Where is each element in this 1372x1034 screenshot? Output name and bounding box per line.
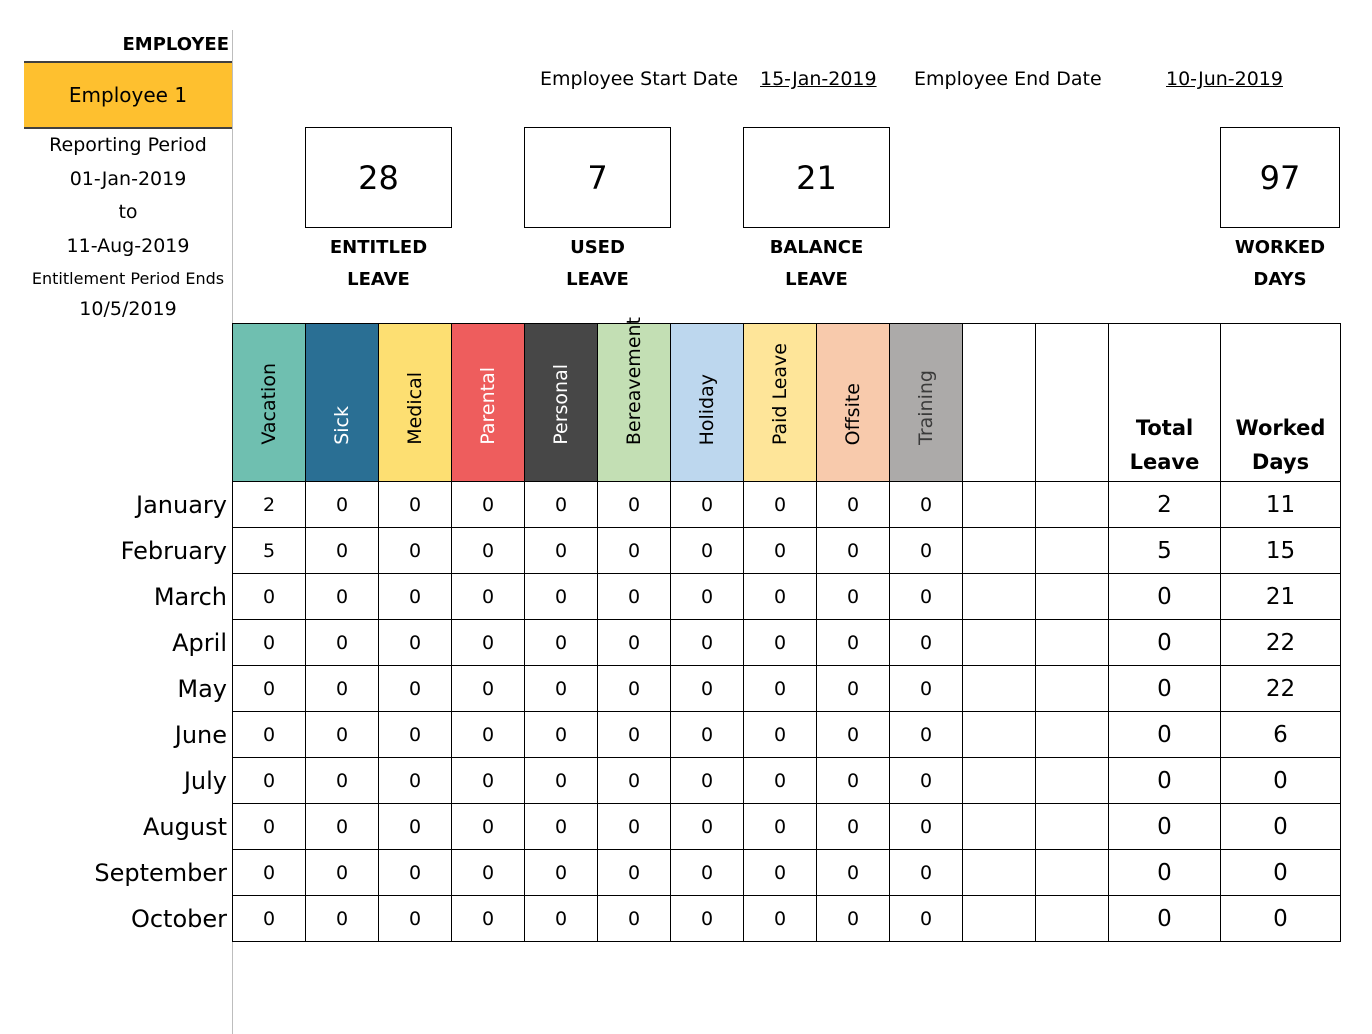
- leave-cell[interactable]: 0: [598, 620, 671, 666]
- used-leave-label: [524, 232, 671, 296]
- leave-cell[interactable]: 0: [671, 804, 744, 850]
- leave-cell[interactable]: 0: [452, 804, 525, 850]
- worked-days-cell: 22: [1221, 620, 1341, 666]
- leave-cell[interactable]: 0: [671, 666, 744, 712]
- leave-cell[interactable]: 0: [890, 666, 963, 712]
- month-label: February: [120, 537, 227, 565]
- category-label: Vacation: [258, 363, 280, 445]
- category-header-parental[interactable]: [452, 324, 525, 482]
- leave-cell[interactable]: 0: [452, 712, 525, 758]
- leave-cell[interactable]: 0: [306, 620, 379, 666]
- leave-cell[interactable]: 0: [525, 896, 598, 942]
- category-header-paid-leave[interactable]: [744, 324, 817, 482]
- leave-cell[interactable]: 0: [817, 574, 890, 620]
- worked-days-cell: 0: [1221, 850, 1341, 896]
- leave-cell[interactable]: 0: [525, 850, 598, 896]
- header-line: Days: [1251, 450, 1310, 474]
- stat-label-line: LEAVE: [347, 269, 410, 290]
- leave-cell[interactable]: 0: [671, 482, 744, 528]
- worked-days-cell: 0: [1221, 758, 1341, 804]
- leave-cell[interactable]: 0: [525, 758, 598, 804]
- leave-cell[interactable]: 0: [890, 758, 963, 804]
- leave-cell[interactable]: 0: [817, 666, 890, 712]
- end-date-label: Employee End Date: [914, 68, 1102, 90]
- empty-cell[interactable]: [963, 804, 1036, 850]
- worked-days-cell: 15: [1221, 528, 1341, 574]
- entitled-leave-label: [305, 232, 452, 296]
- entitlement-period-label: Entitlement Period Ends: [31, 269, 225, 288]
- empty-cell[interactable]: [963, 896, 1036, 942]
- leave-cell[interactable]: 0: [233, 804, 306, 850]
- leave-cell[interactable]: 0: [890, 482, 963, 528]
- leave-cell[interactable]: 0: [525, 666, 598, 712]
- table-row: [233, 666, 1341, 712]
- leave-cell[interactable]: 0: [306, 804, 379, 850]
- leave-cell[interactable]: 0: [671, 712, 744, 758]
- stat-label-line: BALANCE: [769, 237, 864, 258]
- leave-cell[interactable]: 0: [379, 482, 452, 528]
- empty-cell[interactable]: [1036, 896, 1109, 942]
- category-header-personal[interactable]: [525, 324, 598, 482]
- leave-cell[interactable]: 0: [452, 528, 525, 574]
- leave-cell[interactable]: 0: [817, 896, 890, 942]
- total-leave-cell: 0: [1109, 758, 1221, 804]
- leave-cell[interactable]: 0: [379, 804, 452, 850]
- leave-cell[interactable]: 0: [233, 620, 306, 666]
- leave-cell[interactable]: 0: [598, 482, 671, 528]
- leave-cell[interactable]: 0: [452, 574, 525, 620]
- empty-cell[interactable]: [1036, 804, 1109, 850]
- empty-category-header[interactable]: [1036, 324, 1109, 482]
- leave-cell[interactable]: 0: [233, 666, 306, 712]
- leave-cell[interactable]: 0: [817, 758, 890, 804]
- stat-label-line: USED: [570, 237, 625, 258]
- worked-days-cell: 21: [1221, 574, 1341, 620]
- leave-cell[interactable]: 0: [233, 712, 306, 758]
- leave-cell[interactable]: 0: [598, 896, 671, 942]
- leave-cell[interactable]: 0: [306, 758, 379, 804]
- leave-cell[interactable]: 0: [744, 482, 817, 528]
- stat-label-line: DAYS: [1253, 269, 1307, 290]
- leave-cell[interactable]: 5: [233, 528, 306, 574]
- table-row: [233, 482, 1341, 528]
- leave-cell[interactable]: 0: [744, 896, 817, 942]
- empty-cell[interactable]: [963, 758, 1036, 804]
- category-header-offsite[interactable]: [817, 324, 890, 482]
- leave-cell[interactable]: 0: [744, 574, 817, 620]
- leave-cell[interactable]: 0: [671, 896, 744, 942]
- leave-cell[interactable]: 0: [525, 712, 598, 758]
- month-label: September: [94, 859, 227, 887]
- total-leave-cell: 0: [1109, 804, 1221, 850]
- empty-cell[interactable]: [1036, 712, 1109, 758]
- total-leave-cell: 0: [1109, 896, 1221, 942]
- leave-cell[interactable]: 0: [744, 528, 817, 574]
- leave-cell[interactable]: 0: [452, 896, 525, 942]
- leave-cell[interactable]: 0: [890, 574, 963, 620]
- leave-cell[interactable]: 0: [452, 666, 525, 712]
- leave-cell[interactable]: 0: [817, 528, 890, 574]
- leave-cell[interactable]: 0: [671, 758, 744, 804]
- used-leave-box: 7: [524, 127, 671, 228]
- worked-days-box: 97: [1220, 127, 1340, 228]
- leave-cell[interactable]: 0: [306, 712, 379, 758]
- empty-cell[interactable]: [1036, 482, 1109, 528]
- leave-cell[interactable]: 0: [598, 850, 671, 896]
- leave-cell[interactable]: 2: [233, 482, 306, 528]
- category-header-bereavement[interactable]: [598, 316, 671, 482]
- leave-cell[interactable]: 0: [744, 620, 817, 666]
- start-date-label: Employee Start Date: [540, 68, 739, 90]
- empty-cell[interactable]: [963, 482, 1036, 528]
- leave-cell[interactable]: 0: [233, 758, 306, 804]
- worked-days-cell: 6: [1221, 712, 1341, 758]
- total-leave-cell: 0: [1109, 850, 1221, 896]
- month-label: January: [136, 491, 227, 519]
- leave-cell[interactable]: 0: [379, 896, 452, 942]
- leave-cell[interactable]: 0: [890, 804, 963, 850]
- leave-cell[interactable]: 0: [379, 528, 452, 574]
- leave-cell[interactable]: 0: [671, 620, 744, 666]
- leave-cell[interactable]: 0: [817, 620, 890, 666]
- empty-cell[interactable]: [963, 620, 1036, 666]
- leave-cell[interactable]: 0: [306, 896, 379, 942]
- leave-cell[interactable]: 0: [598, 528, 671, 574]
- empty-cell[interactable]: [1036, 620, 1109, 666]
- empty-cell[interactable]: [963, 712, 1036, 758]
- empty-cell[interactable]: [1036, 758, 1109, 804]
- leave-cell[interactable]: 0: [525, 482, 598, 528]
- category-header-sick[interactable]: [306, 324, 379, 482]
- period-start-date: 01-Jan-2019: [69, 168, 187, 190]
- category-label: Bereavement: [623, 316, 645, 445]
- leave-cell[interactable]: 0: [452, 482, 525, 528]
- leave-cell[interactable]: 0: [817, 850, 890, 896]
- category-label: Offsite: [842, 382, 864, 445]
- leave-cell[interactable]: 0: [744, 712, 817, 758]
- category-label: Medical: [404, 372, 426, 445]
- leave-cell[interactable]: 0: [379, 620, 452, 666]
- category-label: Holiday: [696, 373, 718, 445]
- leave-cell[interactable]: 0: [817, 712, 890, 758]
- leave-cell[interactable]: 0: [598, 574, 671, 620]
- empty-cell[interactable]: [963, 666, 1036, 712]
- month-label: October: [130, 905, 227, 933]
- empty-cell[interactable]: [963, 850, 1036, 896]
- leave-cell[interactable]: 0: [306, 482, 379, 528]
- employee-name-cell[interactable]: Employee 1: [24, 61, 232, 129]
- month-label: April: [172, 629, 227, 657]
- leave-cell[interactable]: 0: [379, 574, 452, 620]
- leave-cell[interactable]: 0: [233, 896, 306, 942]
- worked-days-cell: 22: [1221, 666, 1341, 712]
- leave-cell[interactable]: 0: [306, 850, 379, 896]
- leave-cell[interactable]: 0: [233, 850, 306, 896]
- total-leave-header: [1109, 324, 1221, 482]
- table-row: [233, 850, 1341, 896]
- empty-cell[interactable]: [1036, 574, 1109, 620]
- table-row: [233, 712, 1341, 758]
- header-line: Leave: [1129, 450, 1200, 474]
- leave-cell[interactable]: 0: [379, 850, 452, 896]
- leave-cell[interactable]: 0: [890, 896, 963, 942]
- total-leave-cell: 0: [1109, 666, 1221, 712]
- table-row: [233, 758, 1341, 804]
- leave-cell[interactable]: 0: [598, 666, 671, 712]
- table-row: [233, 528, 1341, 574]
- total-leave-cell: 5: [1109, 528, 1221, 574]
- entitled-leave-box: 28: [305, 127, 452, 228]
- category-header-medical[interactable]: [379, 324, 452, 482]
- entitlement-end-date: 10/5/2019: [79, 298, 177, 320]
- leave-cell[interactable]: 0: [379, 758, 452, 804]
- leave-cell[interactable]: 0: [306, 666, 379, 712]
- leave-cell[interactable]: 0: [890, 620, 963, 666]
- table-row: [233, 804, 1341, 850]
- table-row: [233, 574, 1341, 620]
- end-date-value[interactable]: 10-Jun-2019: [1166, 68, 1283, 90]
- month-label: July: [183, 767, 227, 795]
- leave-cell[interactable]: 0: [817, 804, 890, 850]
- empty-cell[interactable]: [963, 574, 1036, 620]
- total-leave-cell: 0: [1109, 574, 1221, 620]
- leave-cell[interactable]: 0: [525, 528, 598, 574]
- leave-cell[interactable]: 0: [598, 804, 671, 850]
- category-label: Sick: [331, 406, 353, 445]
- worked-days-header: [1221, 324, 1341, 482]
- category-label: Parental: [477, 367, 499, 445]
- leave-cell[interactable]: 0: [671, 574, 744, 620]
- leave-cell[interactable]: 0: [306, 574, 379, 620]
- category-label: Personal: [550, 364, 572, 445]
- worked-days-cell: 0: [1221, 896, 1341, 942]
- month-label: May: [177, 675, 227, 703]
- leave-cell[interactable]: 0: [379, 712, 452, 758]
- empty-cell[interactable]: [1036, 528, 1109, 574]
- balance-leave-label: [743, 232, 890, 296]
- leave-cell[interactable]: 0: [306, 528, 379, 574]
- month-label: June: [174, 721, 227, 749]
- month-label: August: [143, 813, 227, 841]
- period-to-label: to: [118, 201, 138, 223]
- category-header-holiday[interactable]: [671, 324, 744, 482]
- stat-label-line: ENTITLED: [329, 237, 428, 258]
- leave-cell[interactable]: 0: [525, 574, 598, 620]
- start-date-value[interactable]: 15-Jan-2019: [760, 68, 877, 90]
- category-header-vacation[interactable]: [233, 324, 306, 482]
- table-row: [233, 896, 1341, 942]
- leave-cell[interactable]: 0: [744, 850, 817, 896]
- stat-label-line: LEAVE: [785, 269, 848, 290]
- worked-days-cell: 11: [1221, 482, 1341, 528]
- leave-cell[interactable]: 0: [744, 804, 817, 850]
- stat-label-line: LEAVE: [566, 269, 629, 290]
- leave-cell[interactable]: 0: [452, 850, 525, 896]
- leave-cell[interactable]: 0: [890, 712, 963, 758]
- leave-cell[interactable]: 0: [671, 528, 744, 574]
- header-line: Worked: [1235, 416, 1326, 440]
- category-label: Training: [915, 370, 937, 445]
- total-leave-cell: 2: [1109, 482, 1221, 528]
- empty-cell[interactable]: [1036, 666, 1109, 712]
- total-leave-cell: 0: [1109, 620, 1221, 666]
- table-row: [233, 620, 1341, 666]
- stat-label-line: WORKED: [1234, 237, 1326, 258]
- balance-leave-box: 21: [743, 127, 890, 228]
- leave-cell[interactable]: 0: [744, 666, 817, 712]
- empty-cell[interactable]: [963, 528, 1036, 574]
- reporting-period-label: Reporting Period: [49, 134, 207, 156]
- category-header-training[interactable]: [890, 324, 963, 482]
- leave-cell[interactable]: 0: [452, 758, 525, 804]
- header-line: Total: [1135, 416, 1194, 440]
- leave-cell[interactable]: 0: [452, 620, 525, 666]
- leave-cell[interactable]: 0: [525, 804, 598, 850]
- worked-days-label: [1220, 232, 1340, 296]
- total-leave-cell: 0: [1109, 712, 1221, 758]
- leave-cell[interactable]: 0: [817, 482, 890, 528]
- empty-category-header[interactable]: [963, 324, 1036, 482]
- empty-cell[interactable]: [1036, 850, 1109, 896]
- leave-cell[interactable]: 0: [890, 850, 963, 896]
- leave-table: [232, 316, 1341, 942]
- leave-cell[interactable]: 0: [890, 528, 963, 574]
- leave-cell[interactable]: 0: [671, 850, 744, 896]
- leave-cell[interactable]: 0: [598, 758, 671, 804]
- period-end-date: 11-Aug-2019: [66, 235, 190, 257]
- leave-cell[interactable]: 0: [379, 666, 452, 712]
- leave-cell[interactable]: 0: [744, 758, 817, 804]
- leave-cell[interactable]: 0: [233, 574, 306, 620]
- worked-days-cell: 0: [1221, 804, 1341, 850]
- category-label: Paid Leave: [769, 342, 791, 445]
- leave-cell[interactable]: 0: [598, 712, 671, 758]
- month-label: March: [153, 583, 227, 611]
- leave-cell[interactable]: 0: [525, 620, 598, 666]
- employee-header: EMPLOYEE: [122, 34, 229, 55]
